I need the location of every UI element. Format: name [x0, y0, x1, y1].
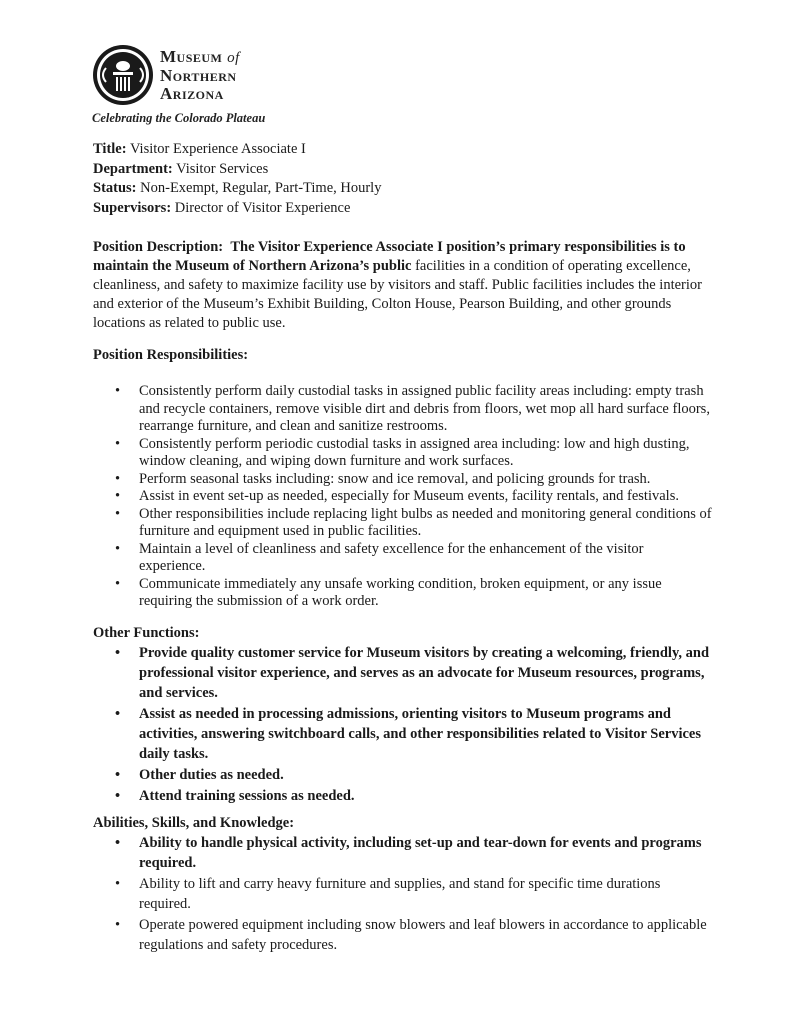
abilities-list — [93, 833, 713, 955]
job-meta — [93, 140, 713, 218]
supervisors-label: Supervisors: — [93, 199, 172, 216]
list-item: • Other duties as needed. — [139, 765, 713, 785]
museum-logo — [92, 44, 312, 124]
other-functions-section — [93, 624, 713, 806]
responsibilities-section — [93, 346, 713, 611]
status-value: Non-Exempt, Regular, Part-Time, Hourly — [140, 180, 382, 196]
list-item: • Assist in event set-up as needed, especially for Museum events, facility rentals, and festivals. — [139, 488, 713, 506]
museum-emblem-icon — [92, 44, 154, 106]
responsibilities-heading: Position Responsibilities: — [93, 347, 249, 363]
list-item: • Ability to handle physical activity, including set-up and tear-down for events and programs required. — [139, 833, 713, 873]
other-functions-heading: Other Functions: — [93, 624, 200, 641]
list-item: • Other responsibilities include replacing light bulbs as needed and monitoring general conditions of furniture and equipment used in public facilities. — [139, 506, 713, 541]
list-item: • Assist as needed in processing admissions, orienting visitors to Museum programs and activities, answering switchboard calls, and other responsibilities related to Visitor Services daily tasks. — [139, 704, 713, 764]
logo-name-of: of — [227, 50, 240, 66]
status-label: Status: — [93, 180, 137, 196]
department-label: Department: — [93, 160, 173, 177]
abilities-section — [93, 814, 713, 955]
abilities-heading: Abilities, Skills, and Knowledge: — [93, 814, 295, 831]
list-item: • Maintain a level of cleanliness and safety excellence for the enhancement of the visitor experience. — [139, 541, 713, 576]
position-description — [93, 238, 713, 333]
logo-name-line2: Northern — [160, 66, 237, 85]
list-item: • Operate powered equipment including snow blowers and leaf blowers in accordance to applicable regulations and safety procedures. — [139, 915, 713, 955]
list-item: • Consistently perform daily custodial tasks in assigned public facility areas including: empty trash and recycle containers, remove visible dirt and debris from floors, wet mop all hard surface floors, rearrange furniture, and clean and sanitize restrooms. — [139, 383, 713, 436]
department-value: Visitor Services — [176, 160, 269, 177]
other-functions-list — [93, 643, 713, 806]
title-value: Visitor Experience Associate I — [129, 141, 306, 157]
title-label: Title: — [93, 141, 127, 157]
list-item: • Ability to lift and carry heavy furniture and supplies, and stand for specific time durations required. — [139, 874, 713, 914]
status-line — [93, 179, 713, 199]
job-description — [93, 140, 713, 956]
title-line — [93, 140, 713, 160]
logo-name-line1: Museum — [160, 47, 223, 66]
list-item: • Attend training sessions as needed. — [139, 786, 713, 806]
list-item: • Communicate immediately any unsafe working condition, broken equipment, or any issue requiring the submission of a work order. — [139, 576, 713, 611]
description-lead: The Visitor Experience Associate I position’s primary responsibilities is to maintain the Museum of Northern Arizona’s public — [93, 239, 686, 274]
responsibilities-list — [93, 383, 713, 611]
list-item: • Provide quality customer service for Museum visitors by creating a welcoming, friendly, and professional visitor experience, and serves as an advocate for Museum resources, programs, and services. — [139, 643, 713, 703]
description-body: facilities in a condition of operating excellence, cleanliness, and safety to maximize facility use by visitors and staff. Public facilities includes the interior and exterior of the Museum’s Exhibit Building, Colton House, Pearson Building, and other grounds locations as related to public use. — [93, 258, 702, 331]
list-item: • Consistently perform periodic custodial tasks in assigned area including: low and high dusting, window cleaning, and wiping down furniture and work surfaces. — [139, 436, 713, 471]
supervisors-value: Director of Visitor Experience — [174, 199, 351, 216]
museum-name — [160, 48, 240, 103]
logo-name-line3: Arizona — [160, 84, 224, 103]
department-line — [93, 160, 713, 180]
list-item: • Perform seasonal tasks including: snow and ice removal, and policing grounds for trash. — [139, 471, 713, 489]
supervisors-line — [93, 199, 713, 219]
description-label: Position Description: — [93, 239, 224, 255]
logo-tagline: Celebrating the Colorado Plateau — [92, 111, 266, 125]
